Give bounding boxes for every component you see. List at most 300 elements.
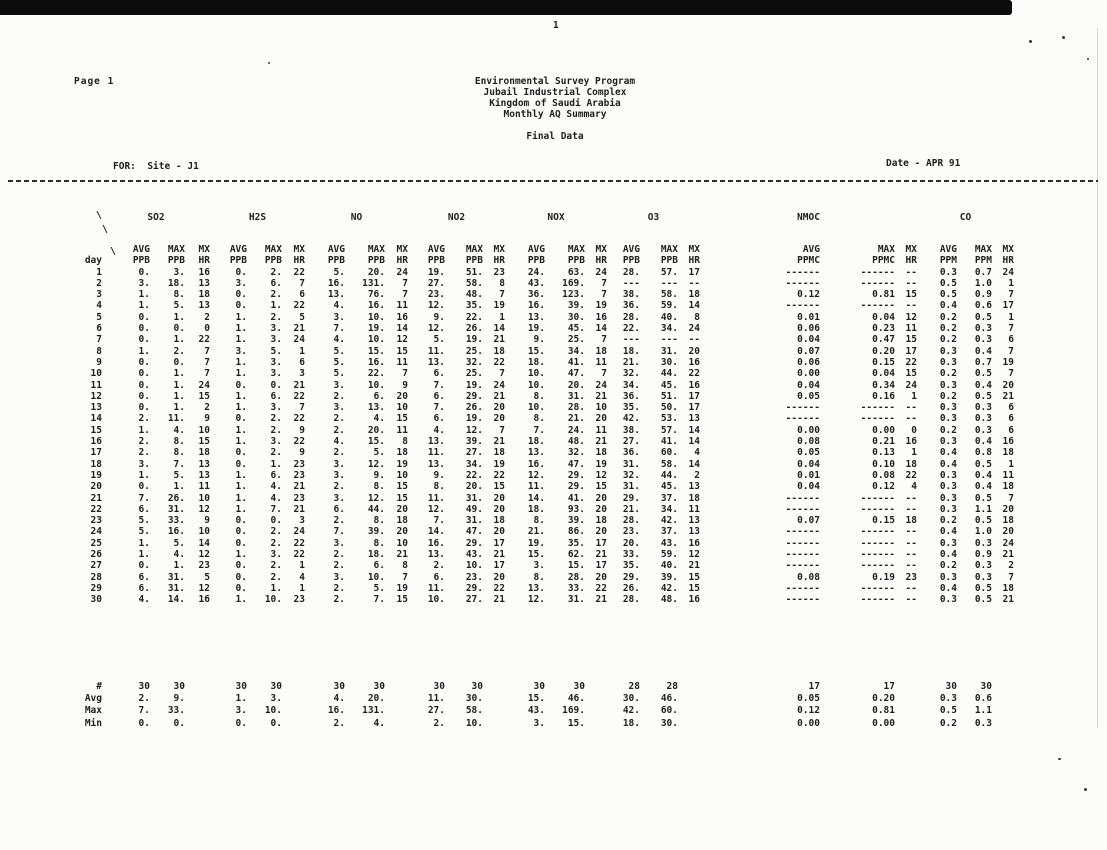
value-cell: 29. bbox=[567, 481, 585, 493]
value-cell: ------ bbox=[860, 537, 895, 549]
value-cell: 34. bbox=[660, 323, 678, 335]
summary-value-cell: 27. bbox=[427, 705, 445, 717]
value-cell: 0.04 bbox=[872, 368, 895, 380]
summary-label: Avg bbox=[84, 692, 102, 704]
diagonal-mark: \ bbox=[102, 224, 109, 235]
value-cell: 6. bbox=[433, 413, 445, 425]
value-cell: 0.04 bbox=[797, 481, 820, 493]
value-cell: 6. bbox=[433, 368, 445, 380]
value-cell: 0.4 bbox=[974, 481, 992, 493]
day-cell: 6 bbox=[96, 323, 102, 335]
value-cell: 57. bbox=[660, 424, 678, 436]
value-cell: 0.3 bbox=[974, 413, 992, 425]
summary-value-cell: 60. bbox=[660, 705, 678, 717]
summary-value-cell: 0.6 bbox=[974, 692, 992, 704]
value-cell: 23 bbox=[293, 458, 305, 470]
value-cell: 19. bbox=[465, 413, 483, 425]
table-row bbox=[52, 504, 1014, 515]
column-subheader: MX bbox=[396, 244, 408, 255]
value-cell: 9. bbox=[433, 311, 445, 323]
value-cell: 8 bbox=[694, 311, 700, 323]
table-row bbox=[52, 481, 1014, 492]
value-cell: 40. bbox=[660, 560, 678, 572]
summary-value-cell: 30 bbox=[945, 680, 957, 692]
summary-row bbox=[52, 680, 1014, 692]
summary-value-cell: 58. bbox=[465, 705, 483, 717]
value-cell: 15. bbox=[567, 560, 585, 572]
value-cell: 10. bbox=[527, 379, 545, 391]
value-cell: 1. bbox=[270, 458, 282, 470]
summary-value-cell: 30 bbox=[573, 680, 585, 692]
scan-speck bbox=[1058, 758, 1061, 760]
value-cell: 4. bbox=[333, 334, 345, 346]
value-cell: 13 bbox=[198, 469, 210, 481]
value-cell: 7 bbox=[402, 571, 408, 583]
value-cell: 48. bbox=[567, 436, 585, 448]
value-cell: 13. bbox=[427, 356, 445, 368]
value-cell: 0.3 bbox=[939, 594, 957, 606]
value-cell: --- bbox=[622, 277, 640, 289]
summary-value-cell: 131. bbox=[362, 705, 385, 717]
value-cell: 8 bbox=[499, 277, 505, 289]
summary-value-cell: 0.20 bbox=[872, 692, 895, 704]
value-cell: 25. bbox=[465, 345, 483, 357]
value-cell: 11 bbox=[688, 503, 700, 515]
value-cell: 13 bbox=[688, 481, 700, 493]
column-subheader: MX bbox=[688, 244, 700, 255]
value-cell: 33. bbox=[622, 549, 640, 561]
value-cell: 7 bbox=[204, 345, 210, 357]
value-cell: 15 bbox=[688, 582, 700, 594]
value-cell: 16. bbox=[327, 277, 345, 289]
value-cell: 20. bbox=[465, 481, 483, 493]
value-cell: 5 bbox=[299, 311, 305, 323]
value-cell: 7 bbox=[299, 277, 305, 289]
value-cell: ------ bbox=[785, 266, 820, 278]
value-cell: 10 bbox=[198, 526, 210, 538]
summary-value-cell: 20. bbox=[367, 692, 385, 704]
value-cell: 0.3 bbox=[974, 560, 992, 572]
value-cell: 16 bbox=[688, 379, 700, 391]
value-cell: 21 bbox=[293, 323, 305, 335]
value-cell: ------ bbox=[860, 277, 895, 289]
value-cell: 26. bbox=[167, 492, 185, 504]
summary-value-cell: 30 bbox=[980, 680, 992, 692]
summary-value-cell bbox=[185, 680, 210, 692]
value-cell: 17 bbox=[493, 537, 505, 549]
value-cell: 37. bbox=[660, 492, 678, 504]
value-cell: 10. bbox=[427, 594, 445, 606]
value-cell: 2. bbox=[270, 289, 282, 301]
value-cell: 8. bbox=[373, 481, 385, 493]
value-cell: 17 bbox=[493, 560, 505, 572]
value-cell: 9. bbox=[373, 469, 385, 481]
value-cell: 0. bbox=[138, 356, 150, 368]
column-subheader: PPB bbox=[132, 255, 150, 267]
report-title-block bbox=[330, 76, 780, 120]
value-cell: 18 bbox=[1002, 447, 1014, 459]
column-subheader: AVG bbox=[327, 244, 345, 255]
summary-value-cell: 10. bbox=[264, 705, 282, 717]
value-cell: 14. bbox=[527, 492, 545, 504]
value-cell: 26. bbox=[465, 323, 483, 335]
value-cell: 34. bbox=[622, 379, 640, 391]
table-row bbox=[52, 346, 1014, 357]
value-cell: 0.3 bbox=[939, 379, 957, 391]
value-cell: 0.5 bbox=[974, 492, 992, 504]
value-cell: 10 bbox=[396, 469, 408, 481]
day-cell: 29 bbox=[90, 582, 102, 594]
value-cell: 20 bbox=[493, 413, 505, 425]
value-cell: 42. bbox=[660, 582, 678, 594]
value-cell: 15 bbox=[595, 481, 607, 493]
value-cell: 1. bbox=[235, 469, 247, 481]
value-cell: 0. bbox=[235, 458, 247, 470]
scan-speck bbox=[1062, 36, 1065, 39]
value-cell: 44. bbox=[367, 503, 385, 515]
value-cell: 11 bbox=[396, 300, 408, 312]
column-subheader: PPM bbox=[939, 255, 957, 267]
value-cell: 6 bbox=[1008, 334, 1014, 346]
value-cell: 36. bbox=[622, 390, 640, 402]
column-subheader: PPB bbox=[622, 255, 640, 267]
value-cell: 32. bbox=[622, 469, 640, 481]
value-cell: 0.8 bbox=[974, 447, 992, 459]
column-group-label: NO bbox=[350, 212, 363, 223]
value-cell: 13. bbox=[527, 311, 545, 323]
value-cell: 0.3 bbox=[939, 481, 957, 493]
column-subheader: AVG bbox=[132, 244, 150, 255]
day-cell: 14 bbox=[90, 413, 102, 425]
value-cell: 22. bbox=[465, 469, 483, 481]
separator-line bbox=[8, 180, 1098, 182]
value-cell: 10 bbox=[396, 402, 408, 414]
value-cell: 0.2 bbox=[939, 368, 957, 380]
value-cell: 0.5 bbox=[974, 368, 992, 380]
value-cell: 63. bbox=[567, 266, 585, 278]
column-subheader: HR bbox=[905, 255, 917, 267]
summary-value-cell bbox=[992, 680, 1014, 692]
value-cell: 0. bbox=[235, 582, 247, 594]
value-cell: 19 bbox=[396, 458, 408, 470]
summary-value-cell bbox=[992, 692, 1014, 704]
value-cell: 1. bbox=[270, 300, 282, 312]
value-cell: 0.00 bbox=[797, 424, 820, 436]
value-cell: 21 bbox=[688, 560, 700, 572]
value-cell: 12. bbox=[465, 424, 483, 436]
value-cell: 20 bbox=[595, 526, 607, 538]
value-cell: ------ bbox=[785, 549, 820, 561]
value-cell: 8. bbox=[373, 537, 385, 549]
value-cell: 5. bbox=[138, 515, 150, 527]
date-label: Date - APR 91 bbox=[886, 158, 961, 169]
value-cell: 131. bbox=[362, 277, 385, 289]
value-cell: 1. bbox=[138, 537, 150, 549]
value-cell: 40. bbox=[660, 311, 678, 323]
value-cell: 22 bbox=[293, 300, 305, 312]
table-row bbox=[52, 572, 1014, 583]
value-cell: 23. bbox=[465, 571, 483, 583]
value-cell: 2. bbox=[270, 560, 282, 572]
value-cell: 2. bbox=[333, 424, 345, 436]
summary-value-cell: 30. bbox=[465, 692, 483, 704]
day-cell: 30 bbox=[90, 594, 102, 606]
value-cell: 20 bbox=[493, 402, 505, 414]
table-row bbox=[52, 357, 1014, 368]
value-cell: 0. bbox=[138, 334, 150, 346]
column-subheader: AVG bbox=[527, 244, 545, 255]
value-cell: 28. bbox=[622, 266, 640, 278]
value-cell: 20. bbox=[567, 379, 585, 391]
value-cell: 15 bbox=[198, 390, 210, 402]
value-cell: 16. bbox=[427, 537, 445, 549]
value-cell: 24 bbox=[688, 323, 700, 335]
value-cell: 19. bbox=[527, 323, 545, 335]
value-cell: 12. bbox=[367, 492, 385, 504]
value-cell: 17 bbox=[1002, 300, 1014, 312]
value-cell: 23 bbox=[293, 594, 305, 606]
value-cell: 2. bbox=[270, 311, 282, 323]
table-row bbox=[52, 549, 1014, 560]
value-cell: 7 bbox=[204, 356, 210, 368]
summary-value-cell: 30. bbox=[622, 692, 640, 704]
value-cell: 0.23 bbox=[872, 323, 895, 335]
value-cell: 7. bbox=[173, 458, 185, 470]
value-cell: 21 bbox=[595, 549, 607, 561]
value-cell: -- bbox=[905, 560, 917, 572]
column-subheader: PPB bbox=[427, 255, 445, 267]
value-cell: 4. bbox=[373, 413, 385, 425]
value-cell: 3. bbox=[333, 402, 345, 414]
value-cell: 22 bbox=[293, 537, 305, 549]
value-cell: 29. bbox=[465, 582, 483, 594]
summary-value-cell bbox=[483, 717, 505, 729]
summary-value-cell: 46. bbox=[660, 692, 678, 704]
column-subheader: HR bbox=[688, 255, 700, 267]
value-cell: 24 bbox=[198, 379, 210, 391]
table-row bbox=[52, 538, 1014, 549]
value-cell: 2. bbox=[333, 481, 345, 493]
value-cell: 57. bbox=[660, 266, 678, 278]
value-cell: 13. bbox=[427, 458, 445, 470]
value-cell: 11 bbox=[905, 323, 917, 335]
value-cell: 22 bbox=[293, 436, 305, 448]
value-cell: 0.2 bbox=[939, 334, 957, 346]
value-cell: 0.01 bbox=[797, 311, 820, 323]
value-cell: 20 bbox=[1002, 526, 1014, 538]
value-cell: 0.08 bbox=[872, 469, 895, 481]
column-subheader: PPB bbox=[229, 255, 247, 267]
value-cell: 1.1 bbox=[974, 503, 992, 515]
value-cell: 20 bbox=[1002, 379, 1014, 391]
value-cell: 0.4 bbox=[974, 469, 992, 481]
table-row bbox=[52, 583, 1014, 594]
value-cell: 1. bbox=[235, 334, 247, 346]
column-subheader: PPB bbox=[367, 255, 385, 267]
summary-value-cell: 30 bbox=[270, 680, 282, 692]
value-cell: 7 bbox=[402, 289, 408, 301]
value-cell: 15. bbox=[527, 345, 545, 357]
day-cell: 9 bbox=[96, 356, 102, 368]
value-cell: -- bbox=[688, 277, 700, 289]
value-cell: 0.3 bbox=[974, 571, 992, 583]
value-cell: 0.2 bbox=[939, 560, 957, 572]
value-cell: 6. bbox=[373, 390, 385, 402]
value-cell: 169. bbox=[562, 277, 585, 289]
value-cell: 45. bbox=[660, 379, 678, 391]
column-subheader: PPB bbox=[465, 255, 483, 267]
value-cell: 0. bbox=[235, 515, 247, 527]
aq-table-body bbox=[52, 204, 1014, 729]
value-cell: 0.10 bbox=[872, 458, 895, 470]
value-cell: 9 bbox=[299, 424, 305, 436]
value-cell: 14 bbox=[688, 436, 700, 448]
value-cell: 53. bbox=[660, 413, 678, 425]
value-cell: 29. bbox=[622, 571, 640, 583]
value-cell: 0. bbox=[138, 311, 150, 323]
table-row bbox=[52, 413, 1014, 424]
table-row bbox=[52, 380, 1014, 391]
value-cell: 11 bbox=[595, 424, 607, 436]
value-cell: 0. bbox=[138, 481, 150, 493]
value-cell: 10. bbox=[264, 594, 282, 606]
value-cell: 0.5 bbox=[974, 458, 992, 470]
value-cell: 21 bbox=[493, 390, 505, 402]
value-cell: 1. bbox=[235, 368, 247, 380]
table-row bbox=[52, 391, 1014, 402]
value-cell: 4. bbox=[333, 436, 345, 448]
summary-value-cell: 9. bbox=[173, 692, 185, 704]
value-cell: 36. bbox=[622, 300, 640, 312]
summary-value-cell bbox=[895, 704, 917, 716]
value-cell: 20 bbox=[595, 492, 607, 504]
value-cell: -- bbox=[905, 492, 917, 504]
value-cell: 10 bbox=[396, 537, 408, 549]
value-cell: 17 bbox=[688, 266, 700, 278]
value-cell: 23. bbox=[427, 289, 445, 301]
value-cell: 14 bbox=[595, 323, 607, 335]
summary-value-cell: 17 bbox=[883, 680, 895, 692]
day-cell: 4 bbox=[96, 300, 102, 312]
value-cell: 43. bbox=[465, 549, 483, 561]
value-cell: 0.4 bbox=[939, 549, 957, 561]
value-cell: 35. bbox=[622, 402, 640, 414]
value-cell: 6. bbox=[373, 560, 385, 572]
column-subheader: MX bbox=[293, 244, 305, 255]
value-cell: 0. bbox=[235, 537, 247, 549]
value-cell: 0.7 bbox=[974, 266, 992, 278]
value-cell: 6. bbox=[138, 571, 150, 583]
value-cell: 9 bbox=[204, 413, 210, 425]
value-cell: 27. bbox=[465, 594, 483, 606]
value-cell: 8. bbox=[533, 515, 545, 527]
value-cell: 4 bbox=[299, 571, 305, 583]
day-col-spacer bbox=[52, 244, 102, 255]
value-cell: ------ bbox=[860, 549, 895, 561]
value-cell: 31. bbox=[622, 481, 640, 493]
summary-value-cell: 15. bbox=[567, 717, 585, 729]
value-cell: 4. bbox=[333, 300, 345, 312]
value-cell: 7 bbox=[402, 277, 408, 289]
day-cell: 28 bbox=[90, 571, 102, 583]
value-cell: 18 bbox=[198, 289, 210, 301]
value-cell: 10 bbox=[198, 424, 210, 436]
value-cell: 0.12 bbox=[797, 289, 820, 301]
value-cell: 7. bbox=[433, 515, 445, 527]
value-cell: 13. bbox=[367, 402, 385, 414]
value-cell: 31. bbox=[167, 582, 185, 594]
scan-speck bbox=[1087, 58, 1089, 60]
value-cell: 29. bbox=[567, 469, 585, 481]
summary-label: Max bbox=[84, 705, 102, 717]
column-subheader: MX bbox=[595, 244, 607, 255]
value-cell: 7 bbox=[601, 289, 607, 301]
column-subheader: HR bbox=[198, 255, 210, 267]
column-subheader: PPM bbox=[974, 255, 992, 267]
value-cell: 7. bbox=[333, 526, 345, 538]
summary-value-cell bbox=[483, 692, 505, 704]
value-cell: 4 bbox=[911, 481, 917, 493]
summary-value-cell bbox=[678, 680, 700, 692]
value-cell: 5. bbox=[173, 537, 185, 549]
summary-value-cell bbox=[185, 717, 210, 729]
value-cell: 15. bbox=[367, 345, 385, 357]
value-cell: 2. bbox=[433, 560, 445, 572]
value-cell: 0.3 bbox=[939, 413, 957, 425]
value-cell: 13. bbox=[527, 447, 545, 459]
value-cell: 11. bbox=[167, 413, 185, 425]
column-subheader: HR bbox=[396, 255, 408, 267]
value-cell: 22 bbox=[688, 368, 700, 380]
value-cell: 2. bbox=[270, 447, 282, 459]
value-cell: 7. bbox=[138, 492, 150, 504]
value-cell: 6. bbox=[270, 390, 282, 402]
column-subheader: MX bbox=[493, 244, 505, 255]
value-cell: 3. bbox=[270, 323, 282, 335]
summary-value-cell: 2. bbox=[333, 717, 345, 729]
value-cell: 0.4 bbox=[939, 458, 957, 470]
column-subheader: AVG bbox=[229, 244, 247, 255]
value-cell: --- bbox=[622, 334, 640, 346]
value-cell: 18 bbox=[595, 447, 607, 459]
value-cell: 15 bbox=[396, 345, 408, 357]
value-cell: 41. bbox=[567, 356, 585, 368]
value-cell: 0.2 bbox=[939, 515, 957, 527]
value-cell: 2. bbox=[333, 390, 345, 402]
value-cell: 14 bbox=[396, 323, 408, 335]
summary-value-cell: 33. bbox=[167, 705, 185, 717]
value-cell: 0.5 bbox=[974, 311, 992, 323]
value-cell: 11. bbox=[527, 481, 545, 493]
value-cell: 3. bbox=[270, 549, 282, 561]
value-cell: 18 bbox=[688, 289, 700, 301]
column-subheader: MAX bbox=[974, 244, 992, 255]
value-cell: 123. bbox=[562, 289, 585, 301]
summary-value-cell: 0. bbox=[235, 717, 247, 729]
day-cell: 17 bbox=[90, 447, 102, 459]
page-number-top: 1 bbox=[553, 20, 559, 31]
value-cell: -- bbox=[905, 594, 917, 606]
value-cell: 1. bbox=[235, 311, 247, 323]
value-cell: 13 bbox=[198, 300, 210, 312]
value-cell: 42. bbox=[660, 515, 678, 527]
value-cell: 24 bbox=[595, 266, 607, 278]
value-cell: 21 bbox=[493, 334, 505, 346]
day-cell: 26 bbox=[90, 549, 102, 561]
value-cell: 22. bbox=[622, 323, 640, 335]
value-cell: ------ bbox=[860, 266, 895, 278]
value-cell: 20. bbox=[367, 266, 385, 278]
